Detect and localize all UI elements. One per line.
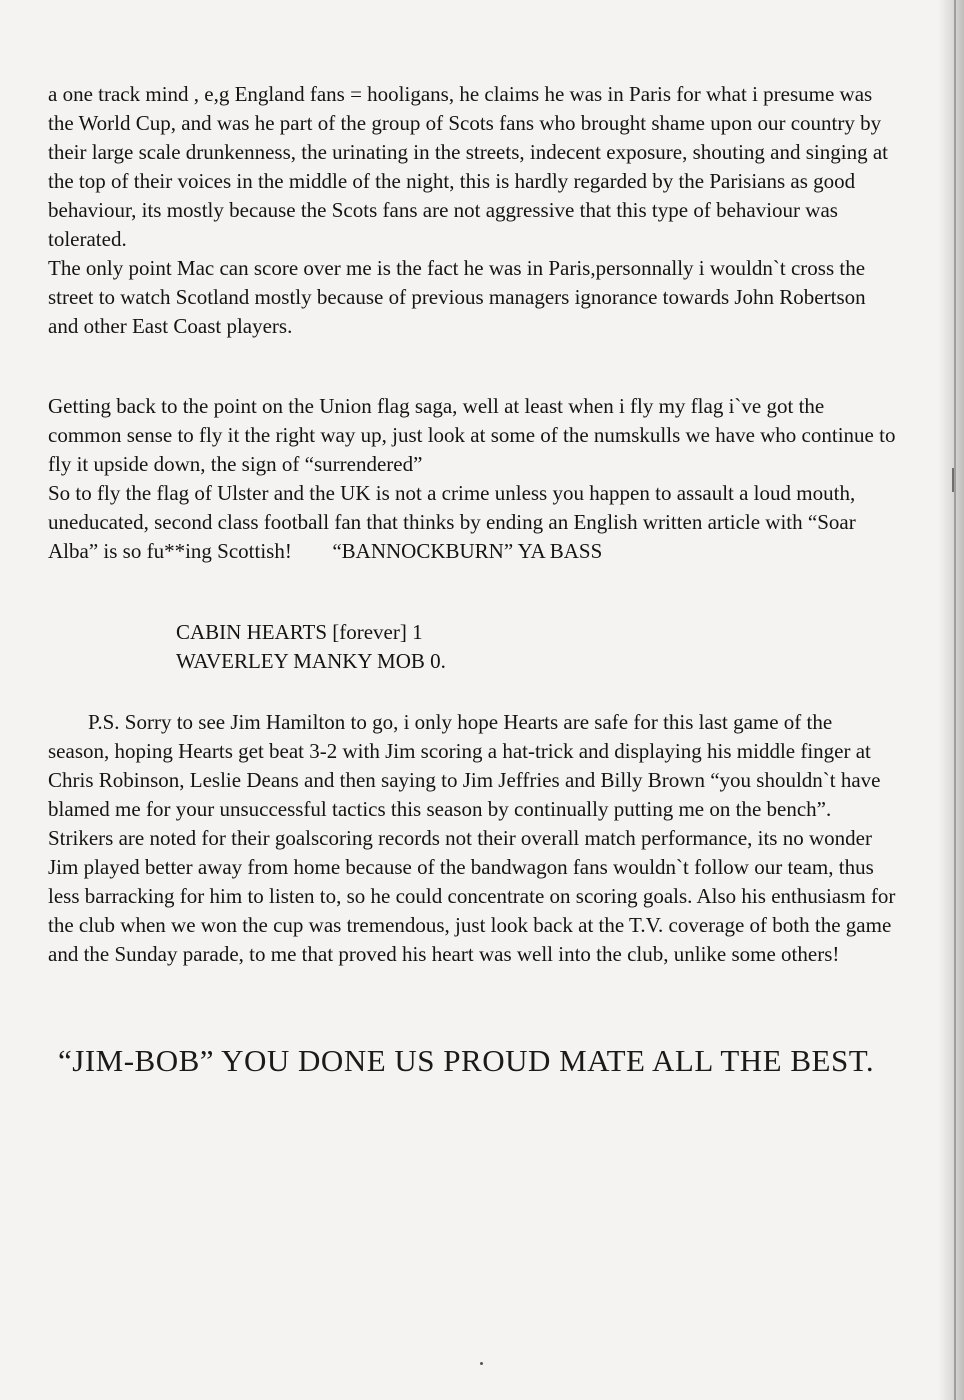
postscript <box>48 708 898 969</box>
paragraph-1b-text: The only point Mac can score over me is the fact he was in Paris,personnally i wouldn`t cross the street to watch Scotland mostly because of previous managers ignorance towards John Robertson and other East Coast players. <box>48 256 866 338</box>
paragraph-1 <box>48 80 898 341</box>
page-edge-shadow <box>938 0 964 1400</box>
paragraph-2-text: Getting back to the point on the Union flag saga, well at least when i fly my flag i`ve got the common sense to fly it the right way up, just look at some of the numskulls we have who continue to fly it upside down, the sign of “surrendered” <box>48 394 896 476</box>
signature-line-1: CABIN HEARTS [forever] 1 <box>176 620 423 644</box>
tribute-heading: “JIM-BOB” YOU DONE US PROUD MATE ALL THE BEST. <box>58 1043 875 1078</box>
paragraph-2c-text: “BANNOCKBURN” YA BASS <box>332 539 603 563</box>
signature-line-2: WAVERLEY MANKY MOB 0. <box>176 649 446 673</box>
paragraph-2 <box>48 392 898 566</box>
page-edge-line <box>954 0 956 1400</box>
paragraph-2b-text: So to fly the flag of Ulster and the UK is not a crime unless you happen to assault a loud mouth, uneducated, second class football fan that thinks by ending an English written article with “Soar Alba” is so fu**ing Scottish! <box>48 481 856 563</box>
page-edge-mark <box>952 468 954 492</box>
paragraph-1-text: a one track mind , e,g England fans = hooligans, he claims he was in Paris for what i presume was the World Cup, and was he part of the group of Scots fans who brought shame upon our country by their large scale drunkenness, the urinating in the streets, indecent exposure, shouting and singing at the top of their voices in the middle of the night, this is hardly regarded by the Parisians as good behaviour, its mostly because the Scots fans are not aggressive that this type of behaviour was tolerated. <box>48 82 888 251</box>
postscript-text: P.S. Sorry to see Jim Hamilton to go, i only hope Hearts are safe for this last game of the season, hoping Hearts get beat 3-2 with Jim scoring a hat-trick and displaying his middle finger at Chris Robinson, Leslie Deans and then saying to Jim Jeffries and Billy Brown “you shouldn`t have blamed me for your unsuccessful tactics this season by continually putting me on the bench”. Strikers are noted for their goalscoring records not their overall match performance, its no wonder Jim played better away from home because of the bandwagon fans wouldn`t follow our team, thus less barracking for him to listen to, so he could concentrate on scoring goals. Also his enthusiasm for the club when we won the cup was tremendous, just look back at the T.V. coverage of both the game and the Sunday parade, to me that proved his heart was well into the club, unlike some others! <box>48 710 896 966</box>
signature-block <box>176 618 446 676</box>
page-speck <box>480 1362 483 1365</box>
